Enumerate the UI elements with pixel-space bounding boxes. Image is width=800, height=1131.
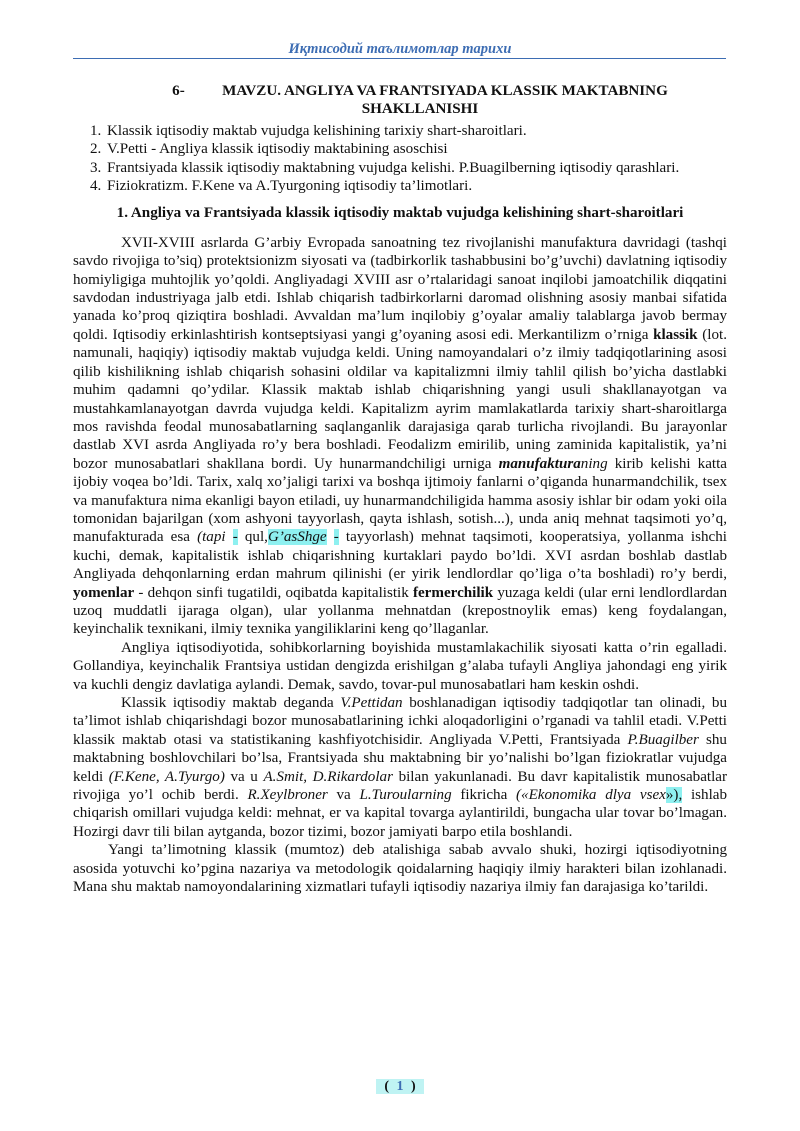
- text-run: shu maktabning boshlovchilari bo’lsa, Frantsiyada shu maktabning bir yo’nalishi bo’lgan fiziokratlar vujudga keldi: [73, 731, 727, 785]
- plan-item-text: Frantsiyada klassik iqtisodiy maktabning vujudga kelishi. P.Buagilberning iqtisodiy qarashlari.: [107, 159, 680, 176]
- page-number: [0, 1079, 800, 1095]
- text-run: XVII-XVIII asrlarda G’arbiy Evropada sanoatning tez rivojlanishi manufaktura davridagi (tashqi savdo rivojiga to’siq) protektsionizm siyosati va (tadbirkorlik tashabbusini bo’g’uvchi) davlatning iqtisodiy homiyligiga muhtojlik yo’qoldi. Angliyadagi XVIII asr o’rtalaridagi sanoat inqilobi jamoatchilik diqqatini savdodan industriyaga jalb etdi. Ishlab chiqarish tadbirkorlarni daromad olishning asosiy manbai sifatida yanada ko’proq qiziqtira boshladi. Avvaldan ma’lum inqilobiy g’oyalar amaliy talablarga javob bermay qoldi. Iqtisodiy erkinlashtirish kontseptsiyasi yangi g’oyaning asosi edi. Merkantilizm o’rniga: [73, 234, 727, 343]
- italic-text: R.Xeylbroner: [247, 787, 328, 804]
- text-run: va: [327, 787, 360, 804]
- bold-italic-term: manufaktura: [498, 455, 581, 472]
- plan-item-number: 2.: [90, 141, 102, 158]
- plan-item-text: Fiziokratizm. F.Kene va A.Tyurgoning iqtisodiy ta’limotlari.: [107, 178, 473, 195]
- text-run: tayyorlash) mehnat taqsimoti, kooperatsiya, yollanma ishchi kuchi, demak, kapitalistik ishlab chiqarishning kurtaklari paydo bo’ldi. XVI asrdan boshlab dastlab Angliyada dehqonlarning erdan mahrum qilinishi (er yirik lendlordlar qo’liga o’ta boshladi) ro’y berdi,: [73, 529, 727, 583]
- topic-number: 6-: [172, 83, 185, 99]
- running-header-title: Иқтисодий таълимотлар тарихи: [288, 41, 512, 57]
- italic-text: (F.Kene, A.Tyurgo): [108, 768, 225, 785]
- paragraph-3: [73, 694, 727, 841]
- bold-term: yomenlar: [73, 584, 135, 601]
- text-run: (lot. namunali, haqiqiy) iqtisodiy maktab vujudga keldi. Uning namoyandalari o’z ilmiy tadqiqotlarining asosi qilib kishilikning ishlab chiqarish sohasini oldilar va kapitalizmni ilmiy tahlil qilish bo’yicha dastlabki muhim qadamni qo’ydilar. Klassik maktab ishlab chiqarishning yangi usuli shakllanayotgan va mustahkamlanayotgan davrda vujudga keldi. Kapitalizm ayrim mamlakatlarda tarixiy shart-sharoitlarga mos ravishda feodal munosabatlarning saqlanganlik darajasiga qarab turlicha rivojlandi. Bu jarayonlar dastlab XVI asrda Angliyada ro’y bera boshladi. Feodalizm emirilib, uning zaminida kapitalistik, ya’ni bozor munosabatlari shakllana bordi. Uy hunarmandchiligi urniga: [73, 326, 727, 472]
- italic-text: A.Smit, D.Rikardolar: [263, 768, 393, 785]
- topic-heading: [73, 82, 727, 119]
- text-run: qul,: [237, 529, 268, 546]
- text-run: va u: [224, 768, 264, 785]
- text-run: Klassik iqtisodiy maktab deganda: [121, 695, 341, 711]
- italic-text: (tapi: [197, 529, 233, 546]
- text-run: yuzaga keldi (ular erni lendlordlardan uzoq muddatli ijaraga olgan), ular yollanma mehnatdan (krepostnoylik emas) keng foydalangan, keyinchalik texnikani, ilmiy texnika yangiliklarini keng qo’llaganlar.: [73, 584, 727, 638]
- topic-title: MAVZU. ANGLIYA VA FRANTSIYADA KLASSIK MAKTABNING SHAKLLANISHI: [222, 83, 668, 118]
- text-run: kirib kelishi katta ijobiy voqea bo’ldi. Tarix, xalq xo’jaligi tarixi va boshqa ijtimoiy fanlarni o’qiganda hunarmandchilik, tsex va manufaktura nima ekanligi bayon etiladi, uy hunarmandchiligida hamma asosiy ishlar bir odam yoki oila tomonidan bajarilgan (xom ashyoni tayyorlash, qayta ishlash, sotish...), unda aniq mehnat taqsimoti yo’q, manufakturada esa: [73, 455, 727, 546]
- plan-item-text: V.Petti - Angliya klassik iqtisodiy maktabining asoschisi: [107, 141, 448, 158]
- bold-term: fermerchilik: [412, 584, 494, 601]
- italic-text: ning: [580, 455, 608, 472]
- bold-term: klassik: [653, 326, 698, 343]
- text-run: [327, 529, 334, 545]
- highlighted-text: -: [232, 529, 238, 546]
- italic-text: P.Buagilber: [627, 731, 699, 748]
- page-number-right-paren: ): [407, 1079, 420, 1094]
- paragraph-4: Yangi ta’limotning klassik (mumtoz) deb atalishiga sabab avvalo shuki, hozirgi iqtisodiyotning asosida yotuvchi ko’pgina nazariya va metodologik qoidalarning haqiqiy ilmiy harakteri bilan izohlanadi. Mana shu maktab namoyondalarining xizmatlari tufayli iqtisodiy nazariya ilmiy fan darajasiga ko’tarildi.: [73, 842, 727, 896]
- italic-text: L.Turoularning: [359, 787, 452, 804]
- page-number-left-paren: (: [380, 1079, 393, 1094]
- text-run: - dehqon sinfi tugatildi, oqibatda kapitalistik: [134, 584, 413, 601]
- paragraph-2: Angliya iqtisodiyotida, sohibkorlarning boyishida mustamlakachilik siyosati katta o’rin egalladi. Gollandiya, keyinchalik Frantsiya ustidan dengizda erishilgan g’alaba tufayli Angliya jahondagi eng yirik va kuchli dengiz davlatiga aylandi. Demak, savdo, tovar-pul munosabatlari ham keskin oshdi.: [73, 639, 727, 693]
- plan-item-number: 4.: [90, 178, 102, 195]
- page-content: [73, 82, 727, 896]
- page-number-value: 1: [396, 1079, 404, 1094]
- plan-item: [73, 159, 727, 177]
- plan-item: [73, 177, 727, 195]
- plan-item-text: Klassik iqtisodiy maktab vujudga kelishining tarixiy shart-sharoitlari.: [107, 122, 527, 139]
- highlighted-text: -: [333, 529, 339, 546]
- plan-item-number: 1.: [90, 122, 102, 139]
- section-heading: 1. Angliya va Frantsiyada klassik iqtisodiy maktab vujudga kelishining shart-sharoitlari: [116, 205, 684, 222]
- highlighted-text: »),: [665, 787, 683, 804]
- italic-text: («Ekonomika dlya vsex: [516, 787, 666, 804]
- text-run: boshlanadigan iqtisodiy tadqiqotlar tan olinadi, bu ta’limot ishlab chiqarishdagi bozor munosabatlarining ichki aloqadorligini o’rganadi va tahlil etadi. V.Petti klassik maktab otasi va statistikaning kashfiyotchisidir. Angliyada V.Petti, Frantsiyada: [73, 695, 727, 748]
- text-run: ishlab chiqarish omillari vujudga keldi: mehnat, er va kapital tovarga aylantirildi, bungacha ular tovar bo’lmagan. Hozirgi davr tili bilan aytganda, bozor tizimi, bozor jamiyati barpo etila boshlandi.: [73, 787, 728, 840]
- text-run: fikricha: [451, 787, 516, 804]
- header-rule: [73, 58, 726, 59]
- text-run: bilan yakunlanadi. Bu davr kapitalistik munosabatlar rivojiga yo’l ochib berdi.: [73, 768, 728, 804]
- plan-item-number: 3.: [90, 159, 102, 176]
- plan-item: [73, 140, 727, 158]
- highlighted-text: G’asShge: [267, 529, 327, 546]
- plan-item: [73, 122, 727, 140]
- topic-plan-list: [73, 122, 727, 196]
- italic-text: V.Pettidan: [340, 695, 403, 711]
- paragraph-1: [73, 234, 727, 639]
